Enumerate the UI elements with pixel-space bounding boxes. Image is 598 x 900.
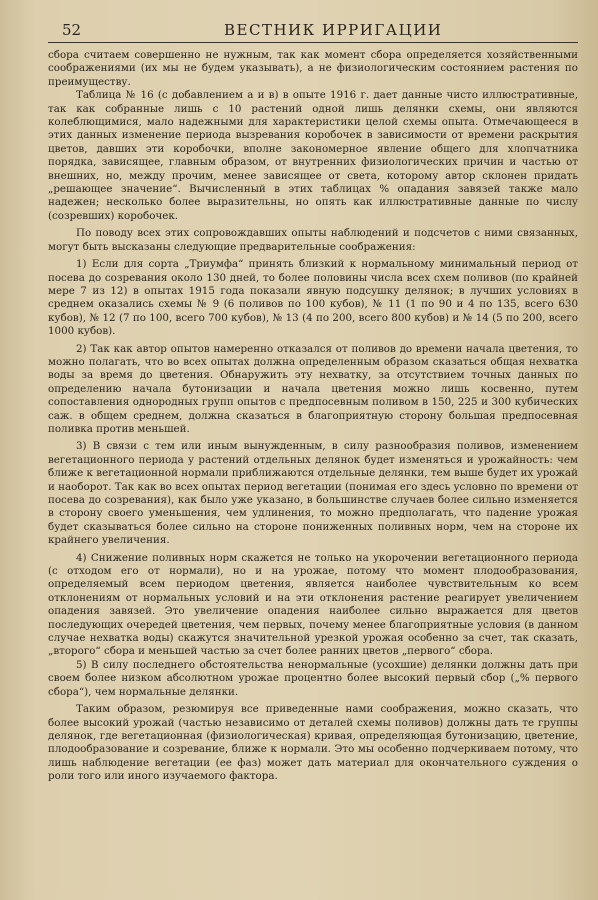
- body-text: [48, 49, 578, 784]
- paragraph-table-16: Таблица № 16 (с добавлением а и в) в опыте 1916 г. дает данные чисто иллюстративные, так как собранные лишь с 10 растений одной лишь делянки схемы, они являются колеблющимися, мало надежными для характеристики целой схемы опыта. Отмечающееся в этих данных изменение периода вызревания коробочек в зависимости от времени раскрытия цветов, давших эти коробочки, вполне закономерное явление общего для хлопчатника порядка, зависящее, главным образом, от внутренних физиологических причин и частью от внешних, но, между прочим, менее зависящее от света, которому автор склонен придать „решающее значение“. Вычисленный в этих таблицах % опадания завязей также мало надежен; несколько более выразительны, но опять как иллюстративные данные по числу (созревших) коробочек.: [48, 89, 578, 222]
- paragraph-continuation: сбора считаем совершенно не нужным, так как момент сбора определяется хозяйственными соображениями (их мы не будем указывать), а не физиологическим состоянием растения по преимуществу.: [48, 49, 578, 88]
- paragraph-intro-considerations: По поводу всех этих сопровождавших опыты наблюдений и подсчетов с ними связанных, могут быть высказаны следующие предварительные соображения:: [48, 227, 578, 253]
- paragraph-point-1: 1) Если для сорта „Триумфа“ принять близкий к нормальному минимальный период от посева до созревания около 130 дней, то более половины числа всех схем поливов (по крайней мере 7 из 12) в опытах 1915 года показали явную подсушку делянок; в лучших условиях в среднем оказались схемы № 9 (6 поливов по 100 кубов), № 11 (1 по 90 и 4 по 135, всего 630 кубов), № 12 (7 по 100, всего 700 кубов), № 13 (4 по 200, всего 800 кубов) и № 14 (5 по 200, всего 1000 кубов).: [48, 258, 578, 338]
- page-header: [48, 16, 578, 43]
- paragraph-point-2: 2) Так как автор опытов намеренно отказался от поливов до времени начала цветения, то можно полагать, что во всех опытах должна определенным образом сказаться общая нехватка воды за время до цветения. Обнаружить эту нехватку, за отсутствием точных данных по определению начала бутонизации и начала цветения можно лишь косвенно, путем сопоставления однородных групп опытов с предпосевным поливом в 150, 225 и 300 кубических саж. в общем среднем, должна сказаться в благоприятную сторону большая предпосевная поливка против меньшей.: [48, 342, 578, 435]
- running-title: ВЕСТНИК ИРРИГАЦИИ: [224, 21, 443, 39]
- page-number: 52: [62, 21, 82, 39]
- paragraph-point-3: 3) В связи с тем или иным вынужденным, в силу разнообразия поливов, изменением вегетационного периода у растений отдельных делянок будет изменяться и урожайность: чем ближе к вегетационной нормали приближаются отдельные делянки, тем выше будет их урожай и наоборот. Так как во всех опытах период вегетации (понимая его здесь условно по времени от посева до созревания), как было уже указано, в большинстве случаев более сильно изменяется в сторону своего уменьшения, чем удлинения, то можно предполагать, что падение урожая будет сказываться более сильно на стороне пониженных поливных норм, чем на стороне их крайнего увеличения.: [48, 440, 578, 547]
- paragraph-conclusion: Таким образом, резюмируя все приведенные нами соображения, можно сказать, что более высокий урожай (частью независимо от деталей схемы поливов) должны дать те группы делянок, где вегетационная (физиологическая) кривая, определяющая бутонизацию, цветение, плодообразование и созревание, ближе к нормали. Это мы особенно подчеркиваем потому, что лишь наблюдение вегетации (ее фаз) может дать материал для окончательного суждения о роли того или иного изучаемого фактора.: [48, 703, 578, 783]
- paragraph-point-4: 4) Снижение поливных норм скажется не только на укорочении вегетационного периода (с отходом его от нормали), но и на урожае, потому что момент плодообразования, определяемый всем периодом цветения, является наиболее чувствительным ко всем отклонениям от нормальных условий и на эти отклонения растение реагирует увеличением опадения завязей. Это увеличение опадения наиболее сильно выражается для цветов последующих очередей цветения, чем первых, почему менее благоприятные условия (в данном случае нехватка воды) скажутся значительной урезкой урожая особенно за счет, так сказать, „второго“ сбора и меньшей частью за счет более ранних цветов „первого“ сбора.: [48, 551, 578, 658]
- paragraph-point-5: 5) В силу последнего обстоятельства ненормальные (усохшие) делянки должны дать при своем более низком абсолютном урожае процентно более высокий первый сбор („% первого сбора“), чем нормальные делянки.: [48, 658, 578, 698]
